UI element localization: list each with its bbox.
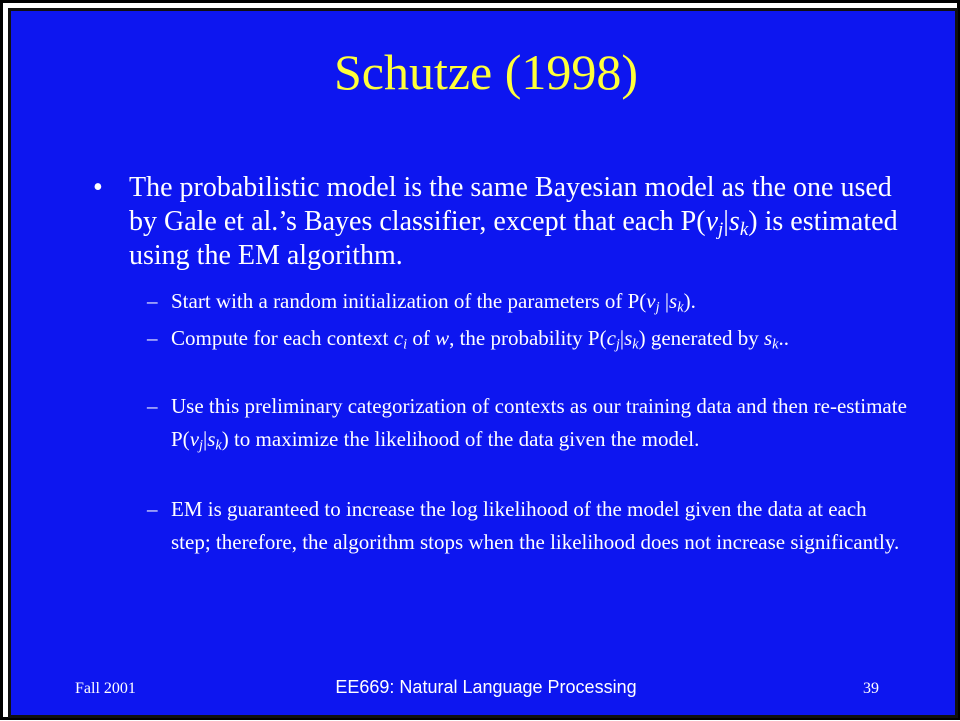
prob-close: ) (748, 206, 758, 237)
sub-j: j (199, 437, 203, 454)
sub-item-dash: – (147, 497, 158, 521)
var-s: s (728, 206, 740, 237)
sub-k: k (739, 218, 749, 240)
sub-item-text: EM is guaranteed to increase the log likelihood of the model given the data at each step; therefore, the algorithm stops when the likelihood does not increase significantly. (171, 497, 900, 554)
sub-j: j (655, 299, 660, 316)
main-bullet-text-a: The probabilistic model is the same Bayesian model as the one used by Gale et al.’s Bayes classifier, except that each (129, 172, 892, 237)
text-run: Start with a random initialization of the parameters of P( (171, 289, 647, 313)
var-c: c (606, 326, 616, 350)
sub-j: j (615, 336, 620, 353)
footer-course: EE669: Natural Language Processing (335, 677, 637, 697)
main-bullet-text-b: is estimated using the EM algorithm. (129, 206, 898, 271)
text-run: Use this preliminary categorization of contexts as our training data and then re-estimate P( (171, 394, 907, 451)
sub-item-text (171, 322, 911, 355)
prob-open: P( (680, 206, 706, 237)
sub-item-text (171, 285, 911, 318)
var-v: v (189, 427, 200, 451)
footer-date: Fall 2001 (75, 680, 136, 697)
sub-j: j (718, 218, 724, 240)
footer-page-number: 39 (863, 680, 879, 697)
var-c: c (393, 326, 404, 350)
main-bullet-text (129, 171, 919, 273)
bullet-marker: • (93, 172, 103, 203)
var-w: w (435, 326, 450, 350)
sub-item-text (171, 390, 911, 456)
sub-item-dash: – (147, 394, 158, 418)
text-run: , the probability P( (449, 326, 607, 350)
var-s: s (207, 427, 216, 451)
text-run: .. (778, 326, 789, 350)
bar: | (659, 289, 670, 313)
sub-k: k (632, 336, 639, 353)
bar: | (619, 326, 625, 350)
text-run: ). (683, 289, 696, 313)
sub-item-dash: – (147, 289, 158, 313)
bar: | (723, 206, 729, 237)
slide-body (11, 11, 960, 721)
sub-k: k (215, 437, 222, 454)
text-run: of (407, 326, 436, 350)
sub-k: k (772, 336, 779, 353)
slide (8, 8, 958, 718)
sub-item-dash: – (147, 326, 158, 350)
sub-k: k (677, 299, 684, 316)
var-v: v (705, 206, 718, 237)
var-s: s (669, 289, 678, 313)
bar: | (202, 427, 208, 451)
sub-i: i (403, 336, 408, 353)
slide-title: Schutze (1998) (333, 44, 639, 100)
text-run: ) to maximize the likelihood of the data given the model. (221, 427, 700, 451)
text-run: Compute for each context (171, 326, 394, 350)
var-s: s (624, 326, 633, 350)
var-s: s (763, 326, 773, 350)
text-run: ) generated by (638, 326, 764, 350)
var-v: v (646, 289, 656, 313)
